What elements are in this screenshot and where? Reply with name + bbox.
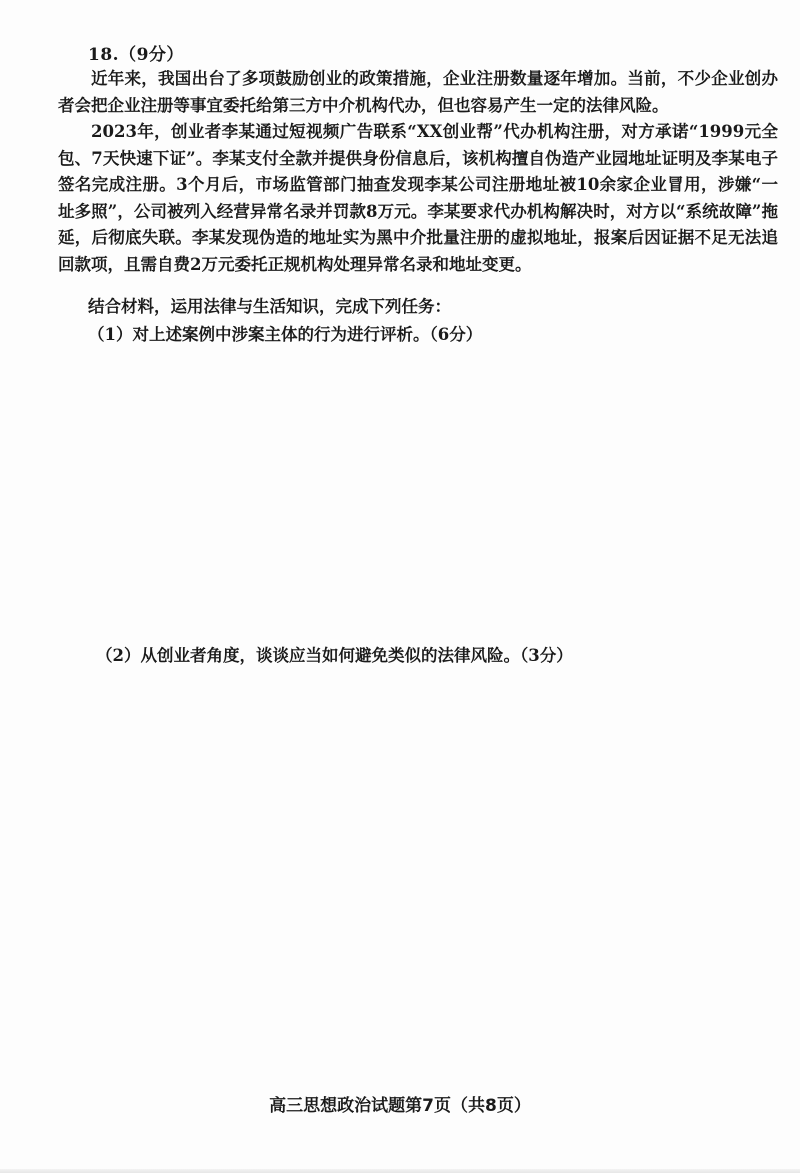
scan-edge-divider [0,1169,800,1173]
material-paragraph-1: 近年来，我国出台了多项鼓励创业的政策措施，企业注册数量逐年增加。当前，不少企业创办者会把企业注册等事宜委托给第三方中介机构代办，但也容易产生一定的法律风险。 [58,69,778,115]
answer-area-2[interactable] [58,672,778,1072]
answer-area-1[interactable] [58,350,778,630]
page-footer: 高三思想政治试题第7页（共8页） [269,1096,531,1116]
sub-question-2: （2）从创业者角度，谈谈应当如何避免类似的法律风险。（3分） [96,646,573,665]
question-number: 18.（9分） [88,45,184,65]
sub-question-1: （1）对上述案例中涉案主体的行为进行评析。（6分） [88,325,483,344]
task-instructions: 结合材料，运用法律与生活知识，完成下列任务： [88,297,451,316]
case-material [58,66,778,278]
material-paragraph-2: 2023年，创业者李某通过短视频广告联系“XX创业帮”代办机构注册，对方承诺“1999元全包、7天快速下证”。李某支付全款并提供身份信息后，该机构擅自伪造产业园地址证明及李某电子签名完成注册。3个月后，市场监管部门抽查发现李某公司注册地址被10余家企业冒用，涉嫌“一址多照”，公司被列入经营异常名录并罚款8万元。李某要求代办机构解决时，对方以“系统故障”拖延，后彻底失联。李某发现伪造的地址实为黑中介批量注册的虚拟地址，报案后因证据不足无法追回款项，且需自费2万元委托正规机构处理异常名录和地址变更。 [58,122,778,274]
